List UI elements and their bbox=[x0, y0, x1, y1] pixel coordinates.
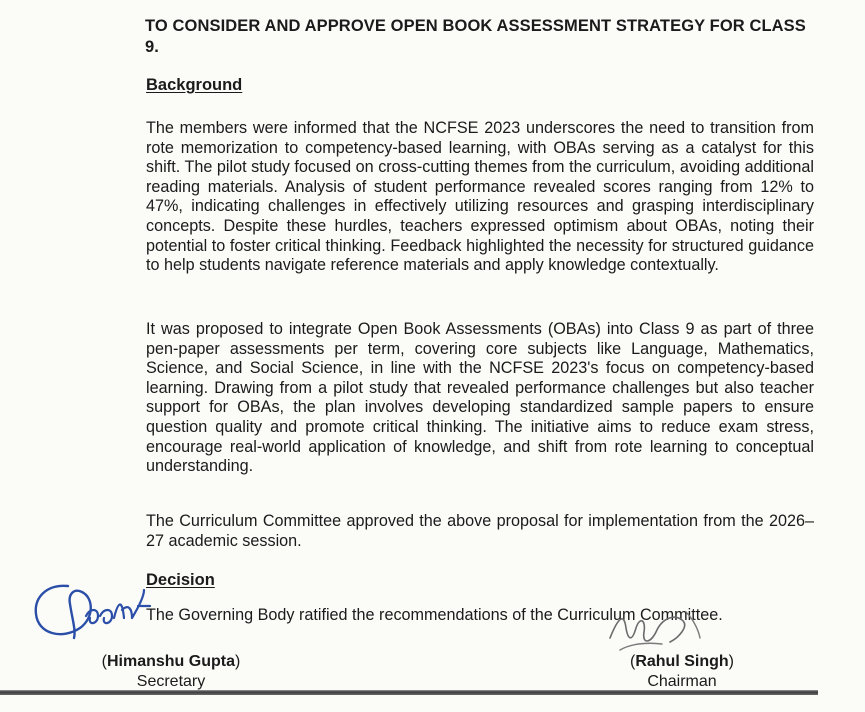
chairman-block: (Rahul Singh) Chairman bbox=[612, 652, 752, 692]
background-paragraph-1: The members were informed that the NCFSE 2023 underscores the need to transition from rote memorization to competency-based learning, with OBAs serving as a catalyst for this shift. The pilot study focused on cross-cutting themes from the curriculum, avoiding additional reading materials. Analysis of student performance revealed scores ranging from 12% to 47%, indicating challenges in effectively utilizing resources and grasping interdisciplinary concepts. Despite these hurdles, teachers expressed optimism about OBAs, noting their potential to foster critical thinking. Feedback highlighted the necessity for structured guidance to help students navigate reference materials and apply knowledge contextually. bbox=[146, 119, 814, 275]
secretary-block: (Himanshu Gupta) Secretary bbox=[86, 652, 256, 692]
chairman-role: Chairman bbox=[647, 673, 717, 690]
background-heading: Background bbox=[146, 76, 243, 94]
decision-text: The Governing Body ratified the recommendations of the Curriculum Committee. bbox=[146, 606, 723, 624]
secretary-signature bbox=[28, 578, 178, 648]
chairman-name: Rahul Singh bbox=[635, 653, 729, 670]
secretary-role: Secretary bbox=[136, 673, 206, 690]
footer-divider bbox=[0, 690, 818, 695]
resolution-heading: TO CONSIDER AND APPROVE OPEN BOOK ASSESSMENT STRATEGY FOR CLASS 9. bbox=[145, 17, 806, 56]
decision-heading: Decision bbox=[146, 571, 215, 589]
secretary-name: Himanshu Gupta bbox=[106, 653, 235, 670]
background-paragraph-2: It was proposed to integrate Open Book Assessments (OBAs) into Class 9 as part of three pen-paper assessments per term, covering core subjects like Language, Mathematics, Science, and Social Science, in line with the NCFSE 2023's focus on competency-based learning. Drawing from a pilot study that revealed performance challenges but also teacher support for OBAs, the plan involves developing standardized sample papers to ensure question quality and promote critical thinking. The initiative aims to reduce exam stress, encourage real-world application of knowledge, and shift from rote learning to conceptual understanding. bbox=[146, 320, 814, 476]
background-paragraph-3: The Curriculum Committee approved the above proposal for implementation from the 2026–27 academic session. bbox=[146, 512, 814, 550]
